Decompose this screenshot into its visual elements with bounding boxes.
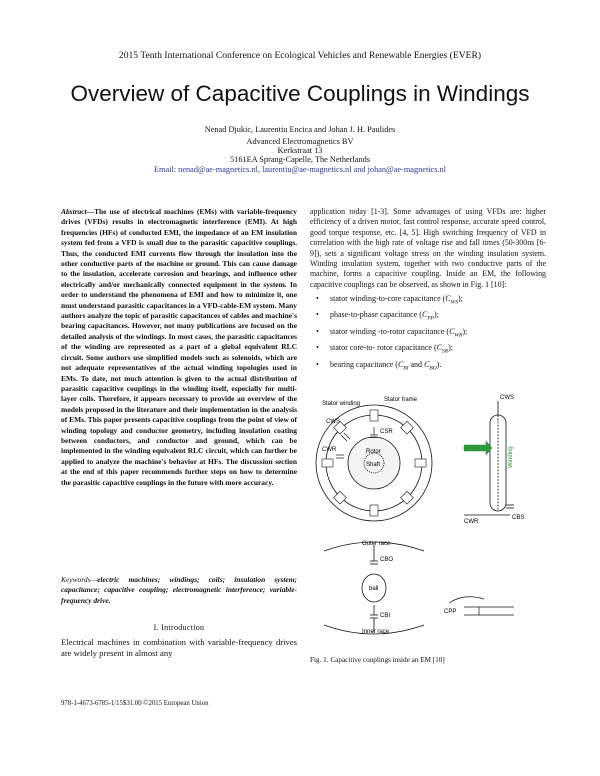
introduction-text: Electrical machines in combination with variable-frequency drives are widely present in almost any [61,637,297,658]
label-cbs: CBS [512,515,524,521]
bullet-icon: • [316,310,319,320]
label-inner-race: Inner race [362,629,390,635]
right-column-text: application today [1-3]. Some advantages of using VFDs are: higher efficiency of a driven motor, fast control response, accurate speed control, good torque response, etc. [4, 5]. High switching frequency of VFD in correlation with the high rate of voltage rise and fall times (50-300ns [6-9]), sets a significant voltage stress on the winding insulation system. Winding insulation system, together with two conductive parts of the machine, forms a capacitive coupling. Inside an EM, the following capacitive couplings can be observed, as shown in Fig. 1 [10]: [310,207,546,289]
abstract-label: Abstract [61,207,87,216]
keywords-text: electric machines; windings; coils; insulation system; capacitance; capacitive coupling; electromagnetic interference; variable-frequency drive. [61,575,297,605]
footer-copyright: 978-1-4673-6785-1/15$31.00 ©2015 European Union [61,700,209,707]
list-item: • phase-to-phase capacitance $(C_{PP})$; [316,310,439,322]
keywords [61,575,297,606]
section-heading-introduction: I. Introduction [153,623,205,632]
label-cbo: CBO [380,557,394,563]
bullet-icon: • [316,343,319,353]
abstract-text: —The use of electrical machines (EMs) with variable-frequency drives (VFDs) results in electromagnetic interference (EMI). At high frequencies (HFs) of conducted EMI, the impedance of an EM insulation system fed from a VFD is small due to the parasitic capacitive couplings. Thus, the conducted EMI currents flow through the insulation into the other conductive parts of the machine or ground. This can cause damage to the insulation, accelerate corrosion and bearings, and influence other electrically and/or mechanically connected equipment in the system. In order to understand the phenomena of EMI and how to minimize it, one must understand parasitic capacitances in a VFD-cable-EM system. Many authors analyze the topic of parasitic capacitances of cables and machine's bearing capacitances. However, not many publications are focused on the detailed analysis of the windings. In most cases, the parasitic capacitances of the winding are represented as a part of a global equivalent RLC circuit. Some authors use simplified models such as solenoids, which are not adequate representatives of the actual winding topologies used in EMs. To date, not much attention is given to the actual distribution of parasitic capacitive couplings in the winding itself, especially for multi-layer coils. Therefore, it appears necessary to provide an overview of the models proposed in the literature and their implementation in the analysis of EMs. This paper presents capacitive couplings from the point of view of winding topology and conductor geometry, including insulation coating between conductors, and conductor and ground, which can be implemented in the winding equivalent RLC circuit, which can further be applied to analyze the machine's behavior at HFs. The discussion section at the end of this paper recommends further steps on how to determine the parasitic capacitive couplings in the future with more accuracy. [61,207,297,487]
city: 5161EA Sprang-Capelle, The Netherlands [230,155,370,164]
label-stator-winding: Stator winding [322,401,361,407]
capacitor-plate [344,433,350,439]
slot [401,421,414,434]
label-stator-frame: Stator frame [384,397,418,403]
coupling-list [312,294,548,376]
slot [370,505,378,516]
label-cws: CWS [326,419,340,425]
label-outer-race: Outer race [362,541,391,547]
figure-caption: Fig. 1. Capacitive couplings inside an EM [10] [310,656,445,664]
slot [334,491,347,504]
slot [322,459,333,467]
arrow-icon [464,441,492,455]
winding-coil [464,401,514,515]
conference-header: 2015 Tenth International Conference on Ecological Vehicles and Renewable Energies (EVER) [118,50,482,61]
street: Kerkstraat 13 [277,146,323,155]
bullet-icon: • [316,294,319,303]
label-winding: Winding [508,446,514,468]
capacitor-plate [341,435,347,441]
list-item: • stator winding -to-rotor capacitance $(C_{WR})$; [316,326,468,339]
label-cwr-bottom: CWR [464,519,479,525]
authors: Nenad Djukic, Laurentiu Encica and Johan J. H. Paulides [204,125,396,134]
bullet-icon: • [316,326,319,336]
phase-to-phase-detail [449,597,514,615]
arc-line [449,597,484,603]
label-ball: ball [369,586,379,592]
list-item: • stator core-to- rotor capacitance $(C_{SR})$; [316,343,453,355]
figure-capacitive-couplings [314,393,524,651]
slot [415,459,426,467]
email-line[interactable]: Email: nenad@ae-magnetics.nl, laurentiu@ae-magnetics.nl and johan@ae-magnetics.nl [153,165,446,174]
label-cws-right: CWS [500,395,514,401]
label-csr: CSR [380,429,393,435]
label-shaft: Shaft [366,462,381,468]
paper-title: Overview of Capacitive Couplings in Windings [70,81,530,106]
list-item: • bearing capacitance ($C_{BI}$ and $C_{BO}$). [316,359,442,372]
list-item: • stator winding-to-core capacitance $(C_{WS})$; [316,294,463,306]
bullet-icon: • [316,359,319,369]
label-cwr: CWR [322,447,337,453]
affiliation: Advanced Electromagnetics BV [246,137,354,146]
label-rotor: Rotor [366,449,381,455]
slot [370,410,378,421]
keywords-label: Keywords— [61,575,98,584]
abstract [61,207,297,488]
label-cpp: CPP [444,609,457,615]
label-cbi: CBI [380,613,391,619]
